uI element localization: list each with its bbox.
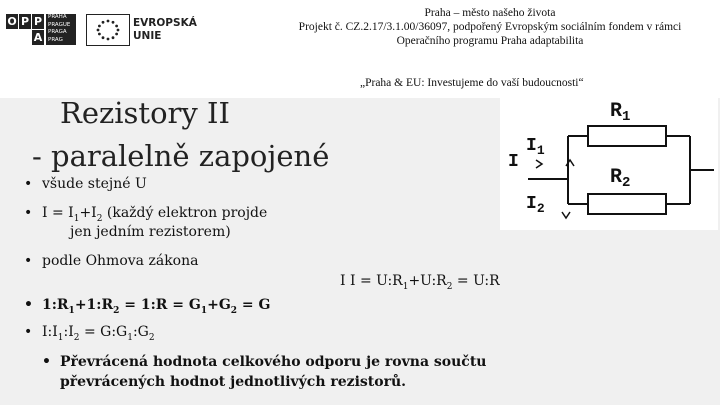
slide-title: Rezistory II bbox=[60, 96, 230, 130]
i1-subscript: 1 bbox=[536, 143, 545, 158]
subscript: 1 bbox=[200, 305, 208, 316]
subscript: 1 bbox=[127, 332, 133, 343]
subscript: 1 bbox=[402, 281, 409, 292]
praha-logo-line: PRAHA bbox=[48, 14, 67, 20]
eu-logo-line: UNIE bbox=[133, 30, 162, 42]
project-info bbox=[265, 6, 715, 48]
subscript: 2 bbox=[148, 332, 155, 343]
i1-label bbox=[526, 136, 545, 158]
bullet-text: = 1:R = G bbox=[119, 297, 201, 313]
opp-blank bbox=[6, 30, 18, 45]
bullet-dot: • bbox=[24, 297, 33, 313]
slide-subtitle: - paralelně zapojené bbox=[32, 139, 330, 173]
bullet-text: :G bbox=[132, 324, 149, 340]
subscript: 1 bbox=[68, 305, 75, 316]
bullet-dot: • bbox=[24, 176, 33, 192]
bullet-text: 1:R bbox=[42, 297, 69, 313]
project-line: Praha – město našeho života bbox=[424, 7, 556, 19]
parallel-circuit-diagram bbox=[500, 94, 718, 230]
i1-letter: I bbox=[526, 136, 537, 156]
opp-blank bbox=[19, 30, 31, 45]
opp-letter: P bbox=[33, 15, 43, 28]
bullet-text: = G:G bbox=[79, 324, 128, 340]
r1-subscript: 1 bbox=[622, 109, 631, 125]
formula-text: = U:R bbox=[452, 273, 500, 289]
formula-text: +U:R bbox=[408, 273, 447, 289]
bullet-continuation: jen jedním rezistorem) bbox=[70, 223, 231, 240]
bullet-text: :I bbox=[63, 324, 74, 340]
praha-logo-line: PRAG bbox=[48, 36, 63, 43]
project-line: Projekt č. CZ.2.17/3.1.00/36097, podpořený Evropským sociálním fondem v rámci bbox=[298, 21, 682, 33]
bullet-reciprocal-rule bbox=[42, 352, 487, 392]
r2-letter: R bbox=[610, 166, 623, 189]
subscript: 1 bbox=[73, 213, 80, 224]
i2-letter: I bbox=[526, 194, 537, 214]
bullet-current-sum bbox=[24, 205, 268, 240]
bullet-ohms-law bbox=[24, 253, 199, 269]
bullet-text: I = I bbox=[42, 205, 74, 221]
slogan: „Praha & EU: Investujeme do vaší budoucnosti“ bbox=[360, 77, 584, 89]
opp-letter: A bbox=[33, 31, 43, 44]
subscript: 2 bbox=[113, 305, 120, 316]
bullet-text: +1:R bbox=[74, 297, 114, 313]
opp-letter: P bbox=[20, 15, 30, 28]
i2-label bbox=[526, 194, 545, 216]
project-line: Operačního programu Praha adaptabilita bbox=[396, 35, 584, 47]
bullet-text: +I bbox=[79, 205, 97, 221]
ohm-formula bbox=[340, 273, 500, 292]
bullet-text: = G bbox=[237, 297, 271, 313]
bullet-dot: • bbox=[42, 354, 51, 370]
bullet-dot: • bbox=[24, 253, 33, 269]
subscript: 2 bbox=[73, 332, 80, 343]
bullet-dot: • bbox=[24, 324, 33, 340]
subscript: 1 bbox=[57, 332, 64, 343]
eu-logo-text bbox=[133, 17, 197, 43]
r1-label bbox=[610, 100, 630, 125]
header-banner bbox=[0, 0, 720, 98]
opp-letter: O bbox=[7, 15, 17, 28]
praha-logo-line: PRAGUE bbox=[48, 21, 71, 28]
praha-logo-line: PRAGA bbox=[48, 29, 67, 35]
praha-logo bbox=[46, 14, 76, 45]
bullet-current-ratio bbox=[24, 324, 155, 343]
formula-text: I I = U:R bbox=[340, 273, 403, 289]
r1-letter: R bbox=[610, 100, 623, 123]
eu-logo-line: EVROPSKÁ bbox=[133, 17, 197, 29]
bullet-dot: • bbox=[24, 205, 33, 221]
i-label: I bbox=[508, 152, 519, 172]
opp-logo bbox=[6, 14, 44, 45]
bullet-text: I:I bbox=[42, 324, 58, 340]
r2-subscript: 2 bbox=[622, 175, 631, 191]
bullet-text: +G bbox=[207, 297, 231, 313]
bullet-text: převrácených hodnot jednotlivých rezistorů. bbox=[60, 374, 407, 390]
eu-flag-icon bbox=[86, 14, 130, 46]
bullet-conductance bbox=[24, 297, 271, 316]
r2-label bbox=[610, 166, 630, 191]
subscript: 2 bbox=[96, 213, 103, 224]
bullet-text: podle Ohmova zákona bbox=[42, 253, 199, 269]
bullet-same-voltage bbox=[24, 176, 147, 192]
bullet-text: Převrácená hodnota celkového odporu je rovna součtu bbox=[60, 354, 487, 370]
subscript: 2 bbox=[446, 281, 453, 292]
bullet-text: (každý elektron projde bbox=[102, 205, 268, 221]
subscript: 2 bbox=[230, 305, 238, 316]
i2-subscript: 2 bbox=[536, 201, 545, 216]
bullet-text: všude stejné U bbox=[42, 176, 147, 192]
